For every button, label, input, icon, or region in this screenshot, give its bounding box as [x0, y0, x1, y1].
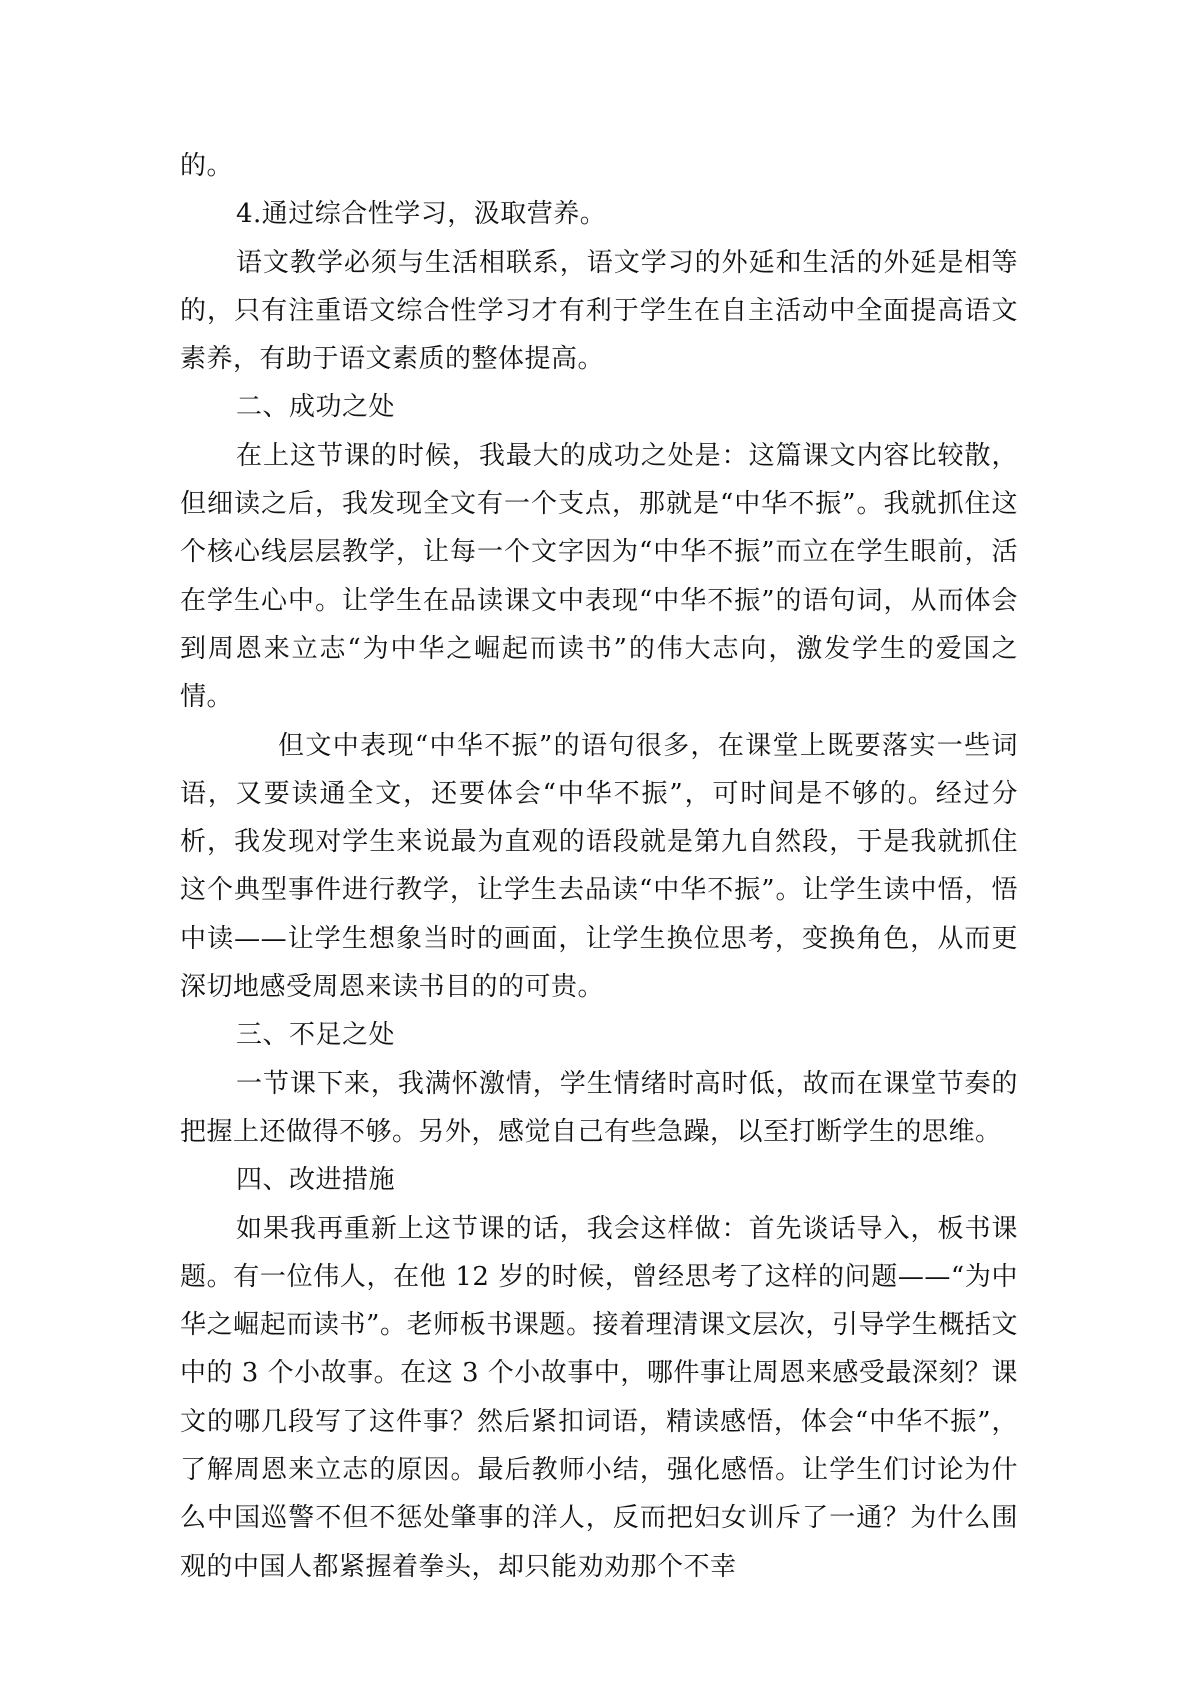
document-body [180, 142, 1018, 1591]
paragraph-point-4-body: 语文教学必须与生活相联系，语文学习的外延和生活的外延是相等的，只有注重语文综合性学习才有利于学生在自主活动中全面提高语文素养，有助于语文素质的整体提高。 [180, 247, 1018, 375]
paragraph-success-body: 在上这节课的时候，我最大的成功之处是：这篇课文内容比较散，但细读之后，我发现全文有一个支点，那就是“中华不振”。我就抓住这个核心线层层教学，让每一个文字因为“中华不振”而立在学生眼前，活在学生心中。让学生在品读课文中表现“中华不振”的语句词，从而体会到周恩来立志“为中华之崛起而读书”的伟大志向，激发学生的爱国之情。 [180, 440, 1018, 713]
section-heading-success: 二、成功之处 [236, 392, 396, 423]
paragraph-continuation: 的。 [180, 151, 234, 181]
paragraph-improvements-body: 如果我再重新上这节课的话，我会这样做：首先谈话导入，板书课题。有一位伟人，在他 12 岁的时候，曾经思考了这样的问题——“为中华之崛起而读书”。老师板书课题。接着理清课文层次，引导学生概括文中的 3 个小故事。在这 3 个小故事中，哪件事让周恩来感受最深刻？课文的哪几段写了这件事？然后紧扣词语，精读感悟，体会“中华不振”，了解周恩来立志的原因。最后教师小结，强化感悟。让学生们讨论为什么中国巡警不但不惩处肇事的洋人，反而把妇女训斥了一通？为什么围观的中国人都紧握着拳头，却只能劝劝那个不幸 [180, 1213, 1018, 1582]
section-heading-shortcomings: 三、不足之处 [236, 1020, 396, 1051]
paragraph-point-4-heading: 4.通过综合性学习，汲取营养。 [236, 199, 607, 230]
section-heading-improvements: 四、改进措施 [236, 1165, 396, 1196]
paragraph-shortcomings-body: 一节课下来，我满怀激情，学生情绪时高时低，故而在课堂节奏的把握上还做得不够。另外，感觉自己有些急躁，以至打断学生的思维。 [180, 1068, 1018, 1147]
paragraph-success-detail: 但文中表现“中华不振”的语句很多，在课堂上既要落实一些词语，又要读通全文，还要体会“中华不振”，可时间是不够的。经过分析，我发现对学生来说最为直观的语段就是第九自然段，于是我就抓住这个典型事件进行教学，让学生去品读“中华不振”。让学生读中悟，悟中读——让学生想象当时的画面，让学生换位思考，变换角色，从而更深切地感受周恩来读书目的的可贵。 [180, 730, 1018, 1003]
